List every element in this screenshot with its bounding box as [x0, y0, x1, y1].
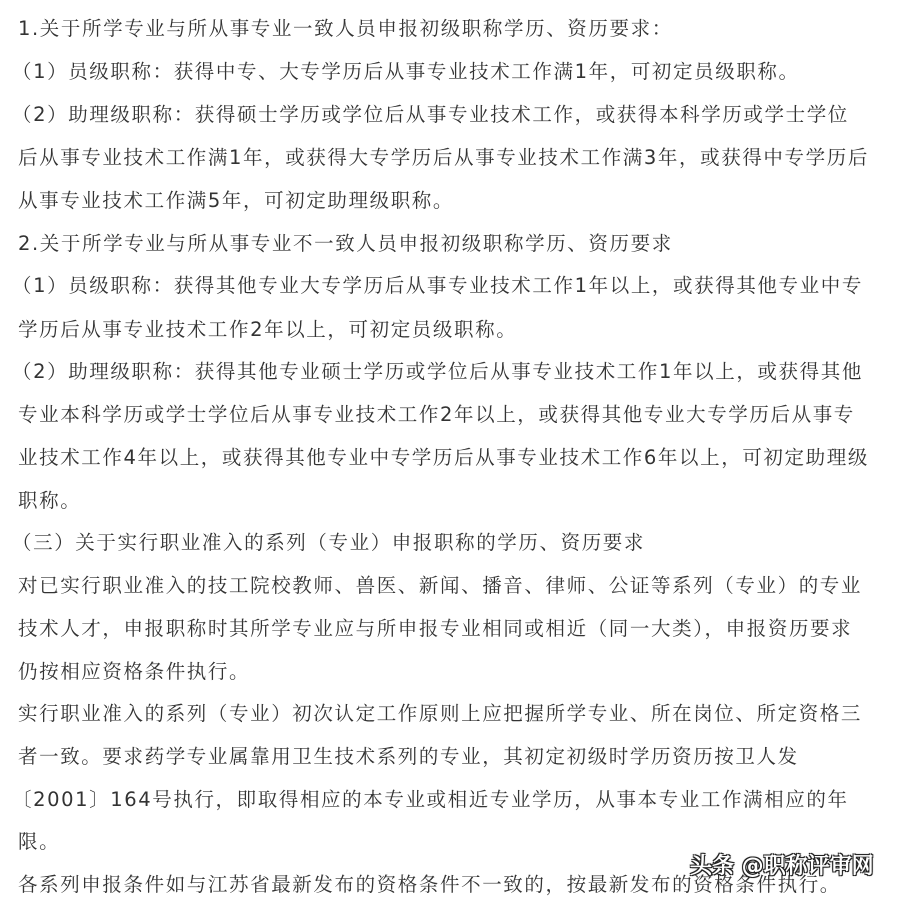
paragraph-line: 从事专业技术工作满5年，可初定助理级职称。: [18, 189, 455, 212]
paragraph-line: 职称。: [18, 489, 82, 512]
paragraph-line: （1）员级职称：获得中专、大专学历后从事专业技术工作满1年，可初定员级职称。: [12, 60, 800, 83]
paragraph-line: （1）员级职称：获得其他专业大专学历后从事专业技术工作1年以上，或获得其他专业中专: [12, 274, 863, 297]
paragraph-line: （2）助理级职称：获得硕士学历或学位后从事专业技术工作，或获得本科学历或学士学位: [12, 103, 849, 126]
paragraph-line: 后从事专业技术工作满1年，或获得大专学历后从事专业技术工作满3年，或获得中专学历后: [18, 146, 869, 169]
paragraph-line: 学历后从事专业技术工作2年以上，可初定员级职称。: [18, 318, 518, 341]
paragraph-line: 专业本科学历或学士学位后从事专业技术工作2年以上，或获得其他专业大专学历后从事专: [18, 403, 855, 426]
paragraph-line: 技术人才，申报职称时其所学专业应与所申报专业相同或相近（同一大类），申报资历要求: [18, 617, 853, 640]
paragraph-line: 〔2001〕164号执行，即取得相应的本专业或相近专业学历，从事本专业工作满相应的年: [12, 788, 849, 811]
paragraph-line: 各系列申报条件如与江苏省最新发布的资格条件不一致的，按最新发布的资格条件执行。: [18, 873, 841, 896]
paragraph-line: 者一致。要求药学专业属靠用卫生技术系列的专业，其初定初级时学历资历按卫人发: [18, 745, 799, 768]
watermark: 头条 @职称评审网: [690, 854, 874, 879]
paragraph-line: 实行职业准入的系列（专业）初次认定工作原则上应把握所学专业、所在岗位、所定资格三: [18, 702, 863, 725]
paragraph-line: （2）助理级职称：获得其他专业硕士学历或学位后从事专业技术工作1年以上，或获得其他: [12, 360, 863, 383]
paragraph-line: 限。: [18, 830, 61, 853]
heading-vocational-access: （三）关于实行职业准入的系列（专业）申报职称的学历、资历要求: [12, 531, 646, 554]
heading-inconsistent-major: 2.关于所学专业与所从事专业不一致人员申报初级职称学历、资历要求: [18, 232, 673, 255]
paragraph-line: 仍按相应资格条件执行。: [18, 660, 251, 683]
paragraph-line: 业技术工作4年以上，或获得其他专业中专学历后从事专业技术工作6年以上，可初定助理级: [18, 446, 869, 469]
heading-consistent-major: 1.关于所学专业与所从事专业一致人员申报初级职称学历、资历要求：: [18, 17, 673, 40]
paragraph-line: 对已实行职业准入的技工院校教师、兽医、新闻、播音、律师、公证等系列（专业）的专业: [18, 574, 863, 597]
